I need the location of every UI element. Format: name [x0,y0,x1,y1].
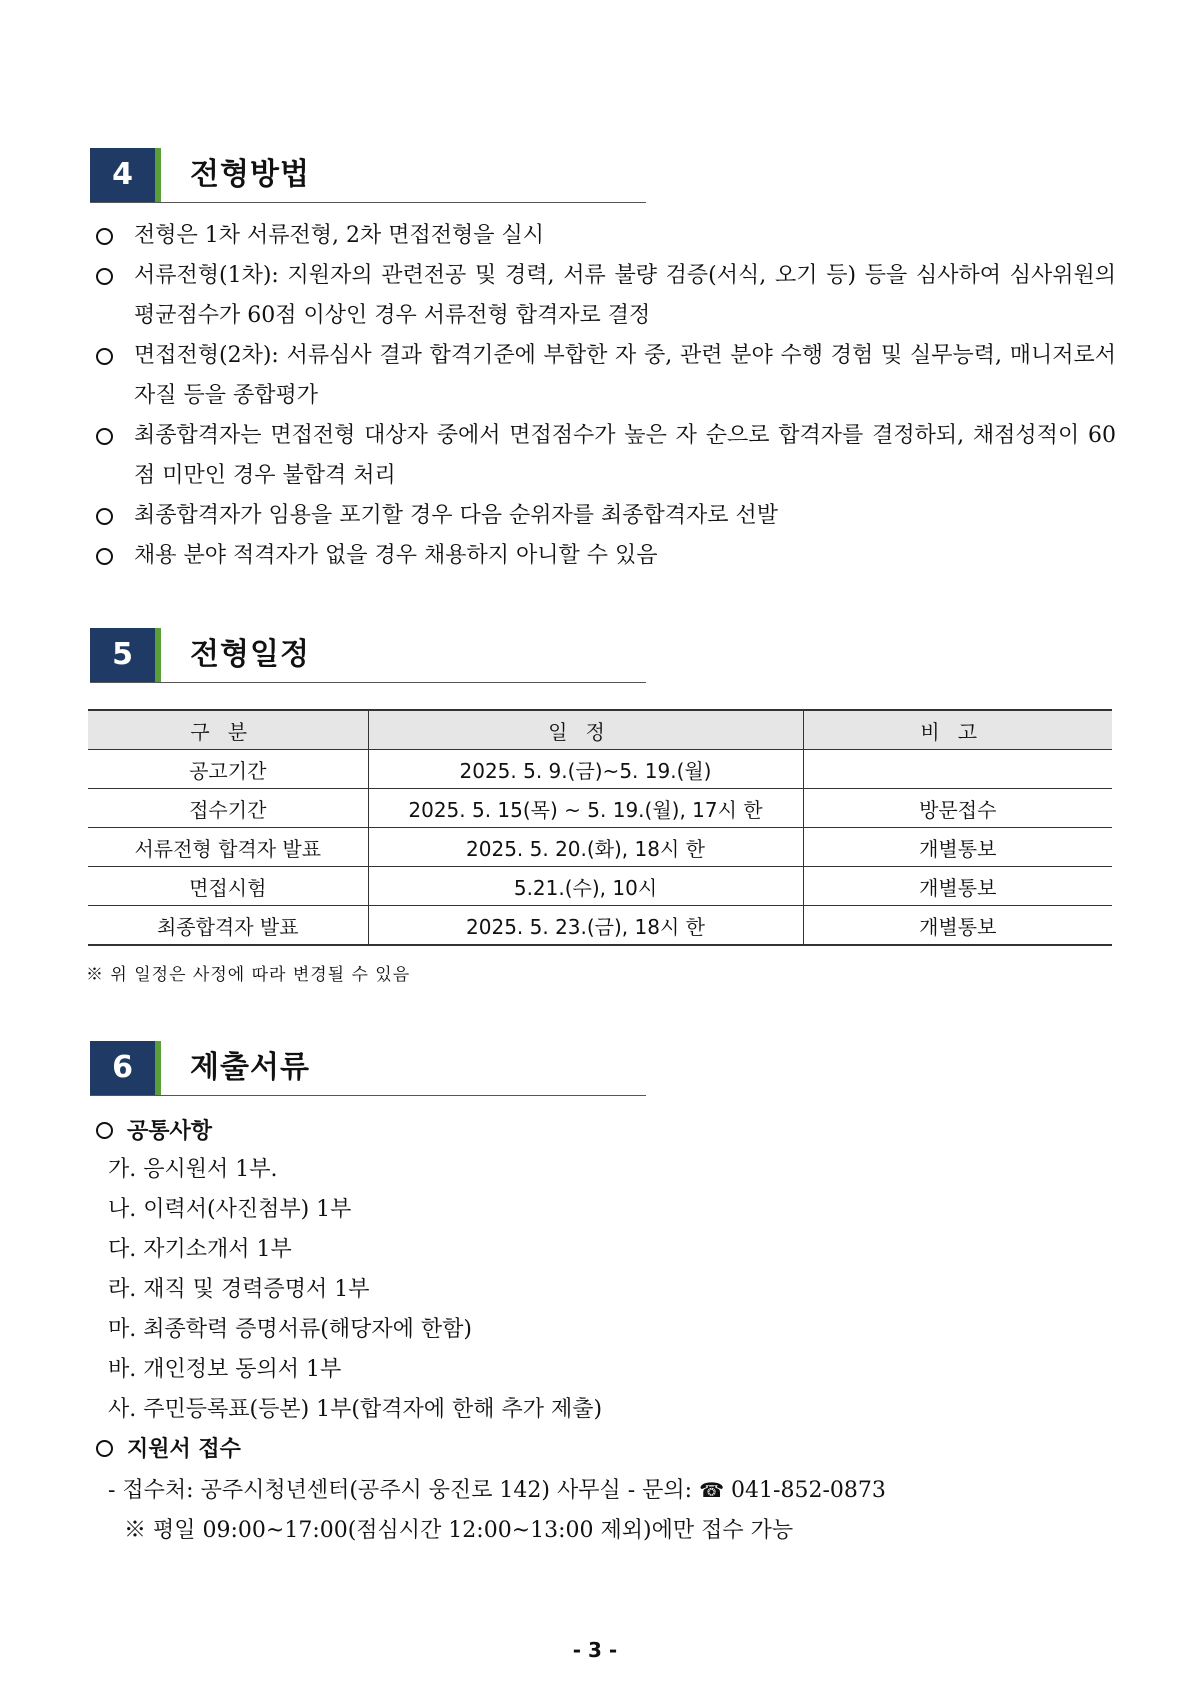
list-item: 마. 최종학력 증명서류(해당자에 한함) [108,1317,472,1342]
section-accent-bar [155,1041,161,1095]
circle-bullet-icon [96,508,113,525]
column-header: 구분 [88,710,368,750]
list-item: 면접전형(2차): 서류심사 결과 합격기준에 부합한 자 중, 관련 분야 수행 경험 및 실무능력, 매니저로서 자질 등을 종합평가 [96,336,1116,416]
circle-bullet-icon [96,1440,113,1457]
required-documents-list [108,1150,602,1430]
table-cell: 2025. 5. 9.(금)~5. 19.(월) [368,750,803,789]
section-number: 6 [90,1041,155,1095]
section-6-header [90,1041,646,1097]
circle-bullet-icon [96,1122,113,1139]
circle-bullet-icon [96,548,113,565]
contact-prefix: - 접수처: 공주시청년센터(공주시 웅진로 142) 사무실 - 문의: [108,1478,693,1503]
screening-method-list [96,216,1116,576]
list-item: 가. 응시원서 1부. [108,1157,278,1182]
section-underline [90,202,646,203]
list-item: 최종합격자가 임용을 포기할 경우 다음 순위자를 최종합격자로 선발 [96,496,1116,536]
table-cell: 최종합격자 발표 [88,906,368,946]
list-item: 바. 개인정보 동의서 1부 [108,1357,342,1382]
schedule-table [88,709,1112,946]
section-underline [90,1095,646,1096]
circle-bullet-icon [96,348,113,365]
list-item: 서류전형(1차): 지원자의 관련전공 및 경력, 서류 불량 검증(서식, 오기 등) 등을 심사하여 심사위원의 평균점수가 60점 이상인 경우 서류전형 합격자로 결정 [96,256,1116,336]
table-row [88,867,1112,906]
list-item: 전형은 1차 서류전형, 2차 면접전형을 실시 [96,216,1116,256]
section-accent-bar [155,628,161,682]
table-row [88,750,1112,789]
table-row [88,828,1112,867]
table-cell: 2025. 5. 23.(금), 18시 한 [368,906,803,946]
table-cell: 면접시험 [88,867,368,906]
phone-number: 041-852-0873 [731,1478,886,1503]
table-header-row [88,710,1112,750]
table-row [88,789,1112,828]
section-4-header [90,148,646,204]
table-cell: 공고기간 [88,750,368,789]
list-item: 라. 재직 및 경력증명서 1부 [108,1277,370,1302]
table-cell: 2025. 5. 20.(화), 18시 한 [368,828,803,867]
section-number: 5 [90,628,155,682]
application-submission-heading: 지원서 접수 [96,1432,241,1463]
column-header: 비고 [803,710,1112,750]
table-row [88,906,1112,946]
table-cell: 5.21.(수), 10시 [368,867,803,906]
section-title: 제출서류 [190,1050,310,1085]
circle-bullet-icon [96,268,113,285]
list-item: 나. 이력서(사진첨부) 1부 [108,1197,352,1222]
section-underline [90,682,646,683]
schedule-note: ※ 위 일정은 사정에 따라 변경될 수 있음 [86,965,411,985]
list-item: 최종합격자는 면접전형 대상자 중에서 면접점수가 높은 자 순으로 합격자를 결정하되, 채점성적이 60점 미만인 경우 불합격 처리 [96,416,1116,496]
submission-hours-note: ※ 평일 09:00~17:00(점심시간 12:00~13:00 제외)에만 접수 가능 [124,1518,794,1543]
circle-bullet-icon [96,228,113,245]
table-cell: 개별통보 [803,828,1112,867]
table-cell: 개별통보 [803,906,1112,946]
section-title: 전형일정 [190,637,310,672]
table-cell: 접수기간 [88,789,368,828]
table-cell: 2025. 5. 15(목) ~ 5. 19.(월), 17시 한 [368,789,803,828]
table-cell: 서류전형 합격자 발표 [88,828,368,867]
common-items-heading: 공통사항 [96,1114,212,1145]
list-item: 사. 주민등록표(등본) 1부(합격자에 한해 추가 제출) [108,1397,603,1422]
section-number: 4 [90,148,155,202]
list-item: 채용 분야 적격자가 없을 경우 채용하지 아니할 수 있음 [96,536,1116,576]
circle-bullet-icon [96,428,113,445]
list-item: 다. 자기소개서 1부 [108,1237,292,1262]
contact-line [108,1473,886,1504]
table-cell [803,750,1112,789]
section-5-header [90,628,646,684]
table-cell: 개별통보 [803,867,1112,906]
section-accent-bar [155,148,161,202]
column-header: 일정 [368,710,803,750]
table-cell: 방문접수 [803,789,1112,828]
section-title: 전형방법 [190,157,310,192]
page-number: - 3 - [572,1638,618,1662]
phone-icon: ☎ [699,1478,725,1502]
